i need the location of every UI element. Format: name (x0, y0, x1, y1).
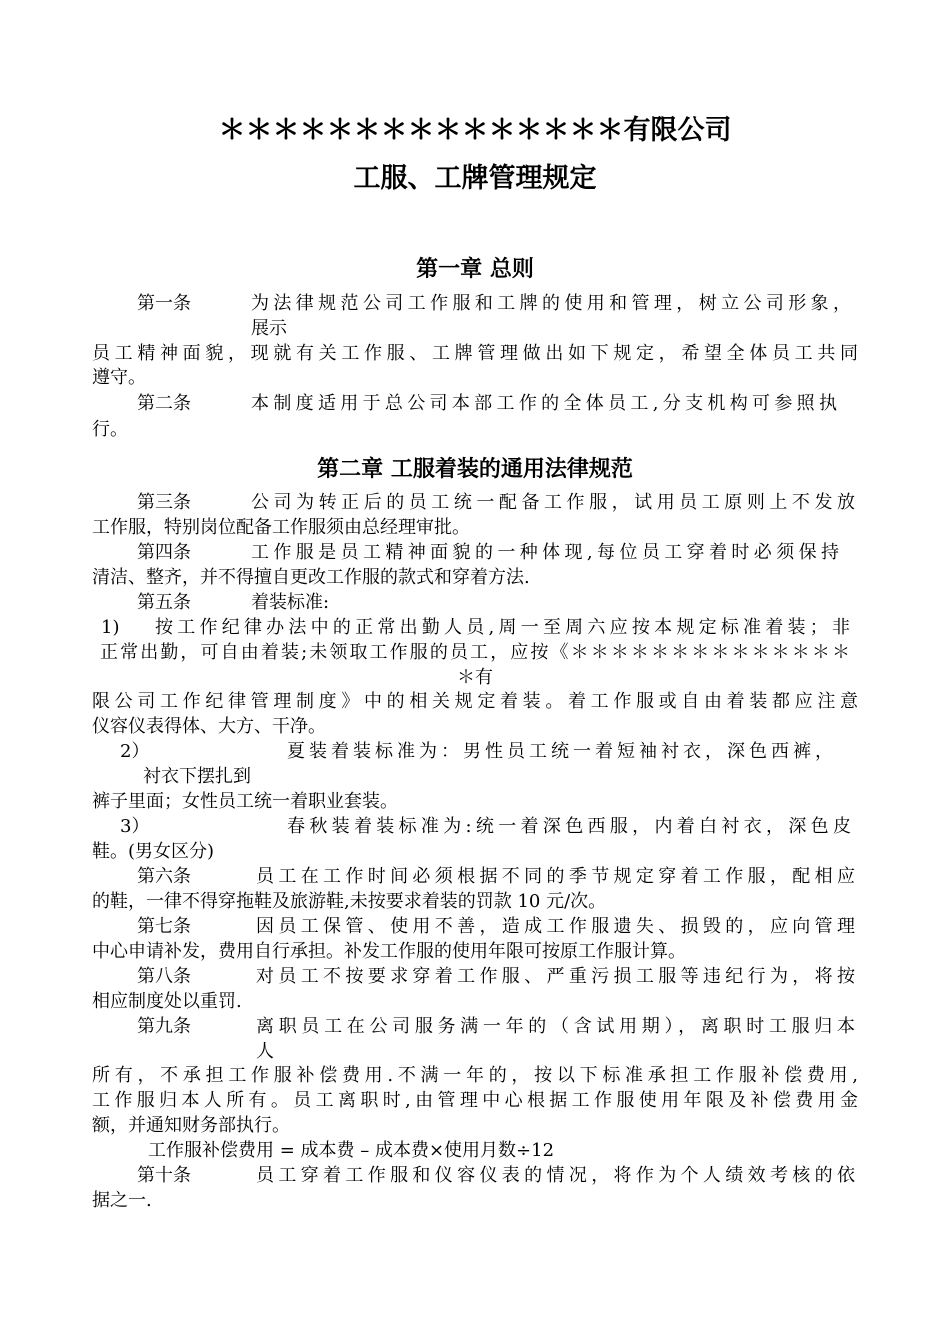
article-4-label: 第四条 (137, 542, 191, 563)
item-1-label: 1) (101, 617, 120, 638)
article-8-line: 相应制度处以重罚. (92, 991, 242, 1012)
article-9-line: 额，并通知财务部执行。 (92, 1115, 290, 1136)
article-4-line: 工作服是员工精神面貌的一种体现,每位员工穿着时必须保持 (251, 542, 839, 563)
article-9-label: 第九条 (137, 1016, 191, 1037)
article-3-line: 公司为转正后的员工统一配备工作服，试用员工原则上不发放 (251, 492, 855, 513)
item-2-line: 衬衣下摆扎到 (143, 766, 251, 787)
article-9-line: 所有，不承担工作服补偿费用.不满一年的，按以下标准承担工作服补偿费用, (92, 1065, 858, 1086)
article-1-line: 展示 (251, 318, 287, 339)
item-2-line: 夏装着装标准为：男性员工统一着短袖衬衣，深色西裤， (287, 741, 833, 762)
item-1-line: ＊有 (457, 667, 493, 688)
article-1-line: 遵守。 (92, 367, 146, 388)
item-1-line: 仪容仪表得体、大方、干净。 (92, 716, 326, 737)
article-10-line: 据之一. (92, 1190, 152, 1211)
item-1-line: 限公司工作纪律管理制度》中的相关规定着装。着工作服或自由着装都应注意 (92, 691, 858, 712)
article-9-line: 工作服归本人所有。员工离职时,由管理中心根据工作服使用年限及补偿费用金 (92, 1090, 858, 1111)
item-3-line: 鞋。(男女区分) (92, 841, 215, 862)
article-7-line: 中心申请补发，费用自行承担。补发工作服的使用年限可按原工作服计算。 (92, 941, 686, 962)
item-1-line: 正常出勤，可自由着装;未领取工作服的员工，应按《＊＊＊＊＊＊＊＊＊＊＊＊＊＊ (100, 642, 850, 663)
article-6-line: 员工在工作时间必须根据不同的季节规定穿着工作服，配相应 (256, 866, 855, 887)
article-10-label: 第十条 (137, 1165, 191, 1186)
company-name: ＊＊＊＊＊＊＊＊＊＊＊＊＊＊＊有限公司 (218, 115, 732, 146)
article-2-line: 行。 (92, 419, 128, 440)
item-1-line: 按工作纪律办法中的正常出勤人员,周一至周六应按本规定标准着装；非 (155, 617, 850, 638)
compensation-formula: 工作服补偿费用 = 成本费 – 成本费×使用月数÷12 (148, 1140, 555, 1161)
article-6-label: 第六条 (137, 866, 191, 887)
chapter-2-heading: 第二章 工服着装的通用法律规范 (317, 457, 633, 482)
article-7-line: 因员工保管、使用不善，造成工作服遗失、损毁的，应向管理 (256, 916, 855, 937)
article-9-line: 人 (256, 1041, 274, 1062)
chapter-1-heading: 第一章 总则 (416, 257, 534, 282)
article-2-label: 第二条 (137, 393, 191, 414)
item-3-label: 3） (120, 816, 150, 837)
article-1-line: 员工精神面貌，现就有关工作服、工牌管理做出如下规定，希望全体员工共同 (92, 343, 858, 364)
article-2-line: 本制度适用于总公司本部工作的全体员工,分支机构可参照执 (251, 393, 837, 414)
article-6-line: 的鞋，一律不得穿拖鞋及旅游鞋,未按要求着装的罚款 10 元/次。 (92, 891, 607, 912)
article-5-line: 着装标准: (251, 592, 330, 613)
article-8-label: 第八条 (137, 966, 191, 987)
article-9-line: 离职员工在公司服务满一年的（含试用期），离职时工服归本 (256, 1016, 855, 1037)
article-5-label: 第五条 (137, 592, 191, 613)
article-10-line: 员工穿着工作服和仪容仪表的情况，将作为个人绩效考核的依 (256, 1165, 855, 1186)
article-3-line: 工作服，特别岗位配备工作服须由总经理审批。 (92, 517, 470, 538)
article-8-line: 对员工不按要求穿着工作服、严重污损工服等违纪行为，将按 (256, 966, 855, 987)
article-3-label: 第三条 (137, 492, 191, 513)
item-2-line: 裤子里面；女性员工统一着职业套装。 (92, 791, 398, 812)
item-2-label: 2） (120, 741, 150, 762)
article-1-line: 为法律规范公司工作服和工牌的使用和管理，树立公司形象， (251, 293, 851, 314)
article-4-line: 清洁、整齐，并不得擅自更改工作服的款式和穿着方法. (92, 567, 530, 588)
article-1-label: 第一条 (137, 293, 191, 314)
article-7-label: 第七条 (137, 916, 191, 937)
item-3-line: 春秋装着装标准为:统一着深色西服，内着白衬衣，深色皮 (287, 816, 851, 837)
document-title: 工服、工牌管理规定 (353, 163, 597, 194)
